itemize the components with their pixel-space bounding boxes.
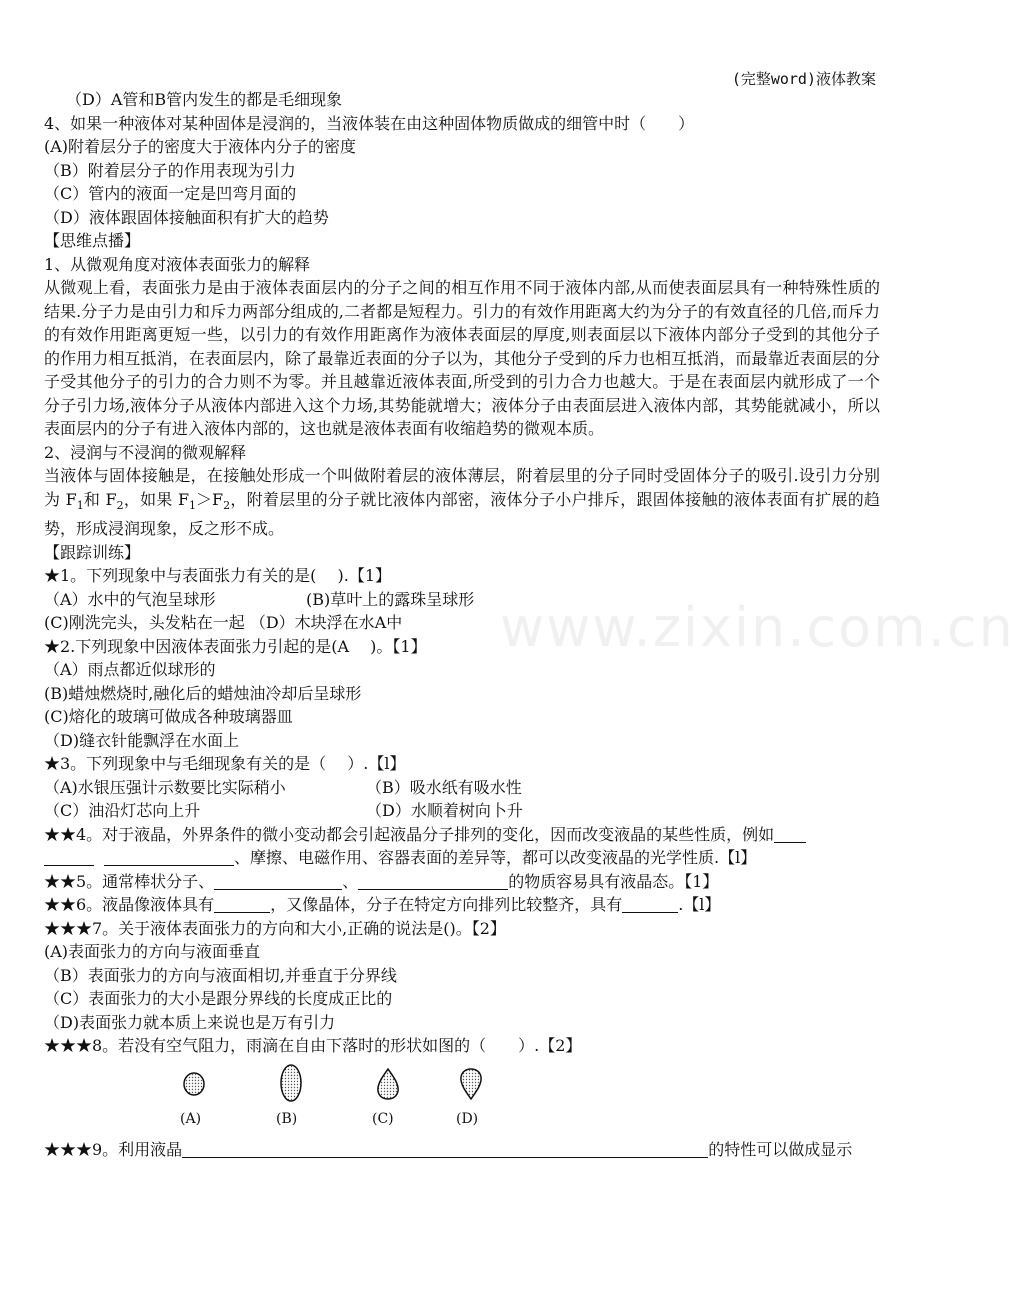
option-line: (C)熔化的玻璃可做成各种玻璃器皿 (44, 707, 293, 727)
text-run: 当液体与固体接触是，在接触处形成一个叫做附着层的液体薄层，附着层里的分子同时受固体分子的吸引.设引力分别为 F (44, 466, 880, 509)
subscript: 2 (116, 498, 124, 512)
paragraph-wetting (44, 464, 880, 541)
question-text: 的特性可以做成显示 (708, 1139, 853, 1159)
practice-question-2: ★2.下列现象中因液体表面张力引起的是(A )。【1】 (44, 636, 427, 656)
figure-label-c: (C) (372, 1110, 394, 1127)
paragraph-surface-tension: 从微观上看，表面张力是由于液体表面层内的分子之间的相互作用不同于液体内部,从而使表面层具有一种特殊性质的结果.分子力是由引力和斥力两部分组成的,二者都是短程力。引力的有效作用距离大约为分子的有效直径的几倍,而斥力的有效作用距离更短一些，以引力的有效作用距离作为液体表面层的厚度,则表面层以下液体内部分子受到的其他分子的作用力相互抵消，在表面层内，除了最靠近表面的分子以为，其他分子受到的斥力也相互抵消，而最靠近表面层的分子受其他分子的引力的合力则不为零。并且越靠近液体表面,所受到的引力合力也越大。于是在表面层内就形成了一个分子引力场,液体分子从液体内部进入这个力场,其势能就增大；液体分子由表面层进入液体内部，其势能就减小，所以表面层内的分子有进入液体内部的，这也就是液体表面有收缩趋势的微观本质。 (44, 278, 880, 438)
answer-blank (358, 873, 508, 890)
question-text: ★★5。通常棒状分子、 (44, 871, 215, 891)
practice-question-9 (44, 1138, 880, 1162)
option-row (44, 588, 880, 612)
option-line: (A)表面张力的方向与液面垂直 (44, 942, 261, 962)
answer-blank (44, 849, 94, 866)
option-row (44, 799, 880, 823)
drop-sphere-a (182, 1070, 206, 1098)
answer-blank (214, 873, 342, 890)
option-line: (B)蜡烛燃烧时,融化后的蜡烛油冷却后呈球形 (44, 683, 362, 703)
option-d: （D）水顺着树向卜升 (366, 801, 523, 821)
question-text: 的物质容易具有液晶态。【1】 (508, 871, 719, 891)
text-run: ，如果 F (123, 489, 190, 509)
subscript: 2 (223, 498, 231, 512)
practice-question-3: ★3。下列现象中与毛细现象有关的是（ ）.【l】 (44, 754, 406, 774)
option-b: (B)草叶上的露珠呈球形 (306, 589, 475, 609)
option-line: （D）液体跟固体接触面积有扩大的趋势 (44, 207, 329, 227)
section-heading: 【跟踪训练】 (44, 542, 141, 562)
option-a: （A）水中的气泡呈球形 (44, 589, 216, 609)
question-text: ，又像晶体，分子在特定方向排列比较整齐，具有 (270, 895, 623, 915)
option-a: （A)水银压强计示数要比实际稍小 (44, 777, 286, 797)
answer-blank (622, 896, 678, 913)
question-text: 、 (342, 871, 359, 891)
option-line: （D）A管和B管内发生的都是毛细现象 (66, 90, 343, 109)
answer-blank (104, 849, 234, 866)
practice-question-6 (44, 893, 880, 917)
option-line: （B）表面张力的方向与液面相切,并垂直于分界线 (44, 965, 397, 985)
practice-question-7: ★★★7。关于液体表面张力的方向和大小,正确的说法是()。【2】 (44, 918, 506, 938)
text-run: ＞F (196, 489, 224, 509)
document-body (44, 88, 880, 1161)
text-run: ，附着层里的分子就比液体内部密，液体分子小户排斥，跟固体接触的液体表面有扩展的趋势，形成浸润现象，反之形不成。 (44, 489, 880, 539)
question-text: ★★4。对于液晶，外界条件的微小变动都会引起液晶分子排列的变化，因而改变液晶的某些性质，例如 (44, 824, 775, 844)
watermark: www.zixin.com.cn (500, 596, 1015, 659)
practice-question-4 (44, 823, 880, 847)
subscript: 1 (189, 498, 197, 512)
subsection-title: 1、从微观角度对液体表面张力的解释 (44, 254, 311, 274)
drop-oval-b (278, 1062, 304, 1104)
question-text: ★★6。液晶像液体具有 (44, 895, 215, 915)
figure-label-a: (A) (180, 1110, 202, 1127)
answer-blank (182, 1141, 708, 1158)
figure-label-b: (B) (276, 1110, 298, 1127)
question-text: .【l】 (678, 895, 721, 915)
subsection-title: 2、浸润与不浸润的微观解释 (44, 442, 247, 462)
answer-blank (774, 826, 806, 843)
question-4: 4、如果一种液体对某种固体是浸润的，当液体装在由这种固体物质做成的细管中时（ ） (44, 113, 695, 133)
option-row (44, 776, 880, 800)
section-heading: 【思维点播】 (44, 231, 141, 250)
option-line: （D)缝衣针能飘浮在水面上 (44, 730, 240, 750)
practice-question-1: ★1。下列现象中与表面张力有关的是( ).【1】 (44, 566, 392, 586)
question-text: ★★★9。利用液晶 (44, 1139, 183, 1159)
option-line: （B）附着层分子的作用表现为引力 (44, 160, 296, 180)
practice-question-4-cont (44, 846, 880, 870)
question-text: 、摩擦、电磁作用、容器表面的差异等，都可以改变液晶的光学性质.【l】 (234, 848, 757, 868)
practice-question-5 (44, 870, 880, 894)
drop-teardrop-c (374, 1066, 402, 1102)
option-line: （C）管内的液面一定是凹弯月面的 (44, 184, 297, 203)
page-header-title: (完整word)液体教案 (731, 70, 876, 88)
raindrop-figure (44, 1058, 880, 1138)
option-line: （D)表面张力就本质上来说也是万有引力 (44, 1012, 336, 1032)
option-line: (A)附着层分子的密度大于液体内分子的密度 (44, 137, 357, 156)
drop-teardrop-d (456, 1066, 486, 1102)
subscript: 1 (76, 498, 84, 512)
option-b: （B）吸水纸有吸水性 (366, 777, 522, 797)
answer-blank (214, 896, 270, 913)
option-line: （A）雨点都近似球形的 (44, 660, 216, 680)
practice-question-8: ★★★8。若没有空气阻力，雨滴在自由下落时的形状如图的（ ）.【2】 (44, 1036, 582, 1056)
option-c: （C）油沿灯芯向上升 (44, 801, 201, 821)
option-line: (C)刚洗完头，头发粘在一起 （D）木块浮在水A中 (44, 613, 403, 633)
figure-label-d: (D) (456, 1110, 479, 1127)
option-line: （C）表面张力的大小是跟分界线的长度成正比的 (44, 989, 393, 1009)
text-run: 和 F (83, 489, 117, 509)
